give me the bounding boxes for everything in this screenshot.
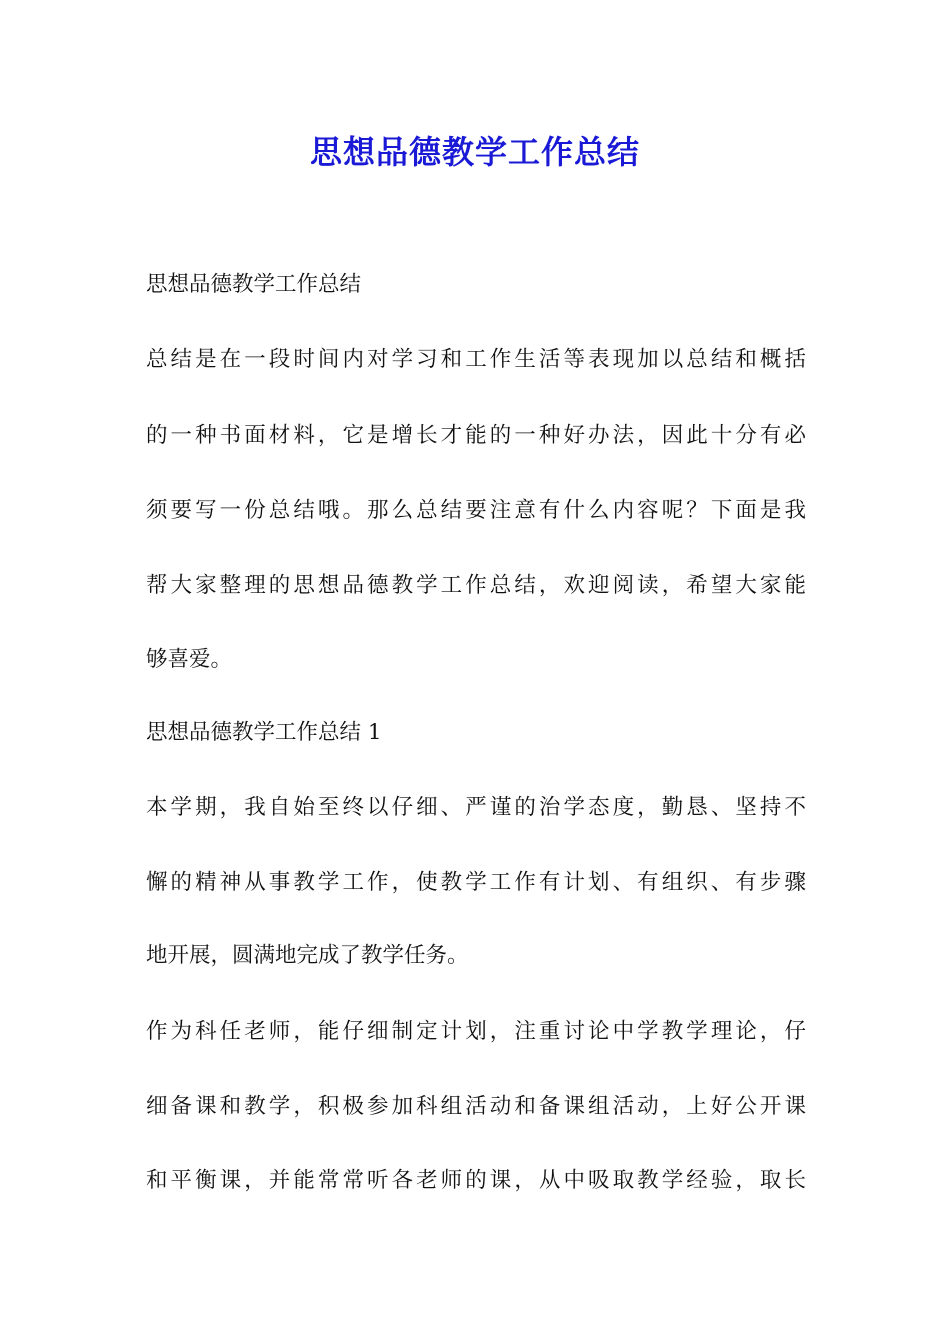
section-heading: 思想品德教学工作总结 1: [146, 720, 382, 745]
document-subtitle: 思想品德教学工作总结: [146, 272, 362, 297]
paragraph-2-line-3: 和平衡课，并能常常听各老师的课，从中吸取教学经验，取长: [146, 1168, 806, 1193]
paragraph-1-line-3: 地开展，圆满地完成了教学任务。: [146, 943, 469, 968]
intro-line-5: 够喜爱。: [146, 647, 233, 672]
paragraph-1-line-1: 本学期，我自始至终以仔细、严谨的治学态度，勤恳、坚持不: [146, 795, 806, 820]
paragraph-2-line-2: 细备课和教学，积极参加科组活动和备课组活动，上好公开课: [146, 1094, 806, 1119]
intro-line-4: 帮大家整理的思想品德教学工作总结，欢迎阅读，希望大家能: [146, 573, 806, 598]
document-title: 思想品德教学工作总结: [309, 133, 640, 171]
paragraph-1-line-2: 懈的精神从事教学工作，使教学工作有计划、有组织、有步骤: [146, 870, 806, 895]
intro-line-2: 的一种书面材料，它是增长才能的一种好办法，因此十分有必: [146, 423, 806, 448]
paragraph-2-line-1: 作为科任老师，能仔细制定计划，注重讨论中学教学理论，仔: [146, 1019, 806, 1044]
intro-line-1: 总结是在一段时间内对学习和工作生活等表现加以总结和概括: [146, 347, 806, 372]
intro-line-3: 须要写一份总结哦。那么总结要注意有什么内容呢？下面是我: [146, 498, 806, 523]
